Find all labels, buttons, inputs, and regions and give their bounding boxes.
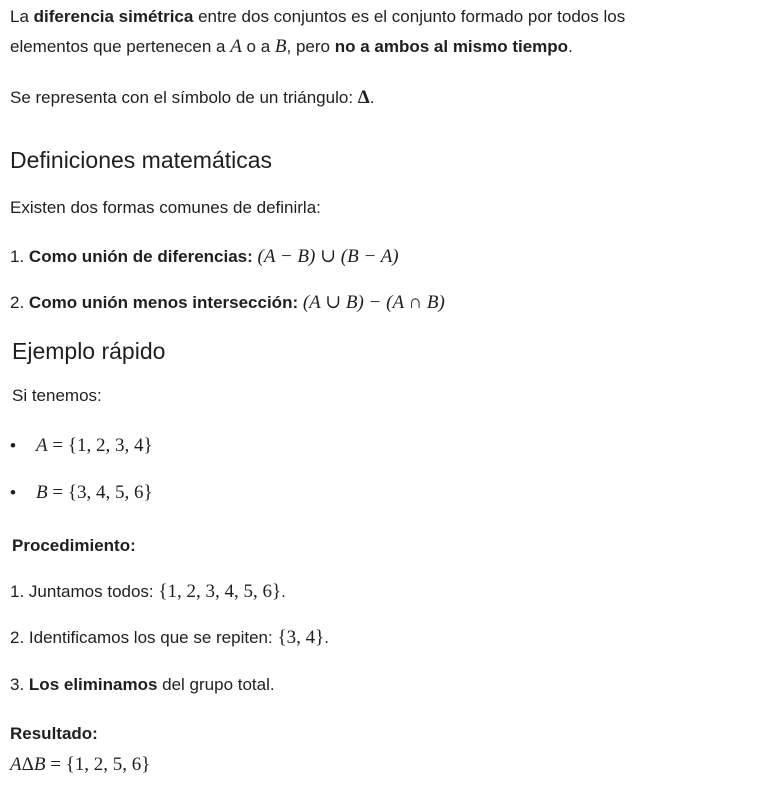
symbol-text: Se representa con el símbolo de un triángulo: — [10, 88, 358, 107]
intro-paragraph-line-2: elementos que pertenecen a A o a B, pero no a ambos al mismo tiempo. — [10, 36, 573, 57]
bullet: • — [10, 483, 16, 502]
definitions-intro: Existen dos formas comunes de definirla: — [10, 198, 321, 217]
example-intro: Si tenemos: — [12, 386, 102, 405]
example-heading: Ejemplo rápido — [12, 338, 166, 364]
term-bold: diferencia simétrica — [33, 7, 194, 26]
definitions-heading: Definiciones matemáticas — [10, 147, 273, 173]
set-b-symbol: B — [33, 754, 46, 775]
set-a-symbol: A — [10, 754, 22, 775]
set-b-symbol: B — [274, 36, 287, 57]
procedure-heading: Procedimiento: — [12, 536, 136, 555]
result-heading: Resultado: — [10, 724, 98, 743]
result-value: = {1, 2, 5, 6} — [45, 754, 151, 775]
procedure-step-2: 2. Identificamos los que se repiten: {3, 4}. — [10, 627, 329, 648]
step-math: {1, 2, 3, 4, 5, 6} — [158, 581, 282, 602]
step-math: {3, 4} — [277, 627, 325, 648]
set-a-value: = {1, 2, 3, 4} — [47, 435, 153, 456]
intro-text: elementos que pertenecen a — [10, 37, 231, 56]
emphasis-bold: no a ambos al mismo tiempo — [334, 37, 569, 56]
intro-text: , pero — [286, 37, 335, 56]
procedure-step-3: 3. Los eliminamos del grupo total. — [10, 675, 275, 694]
step-bold: Los eliminamos — [28, 675, 158, 694]
procedure-step-1: 1. Juntamos todos: {1, 2, 3, 4, 5, 6}. — [10, 581, 286, 602]
set-b-value: = {3, 4, 5, 6} — [47, 482, 153, 503]
result-formula — [10, 752, 150, 778]
set-a-item — [10, 432, 153, 460]
symbol-paragraph: Se representa con el símbolo de un triángulo: Δ. — [10, 87, 375, 108]
intro-text: La — [10, 7, 34, 26]
definition-item-1: 1. Como unión de diferencias: (A − B) ∪ (B − A) — [10, 246, 399, 267]
set-b-symbol: B — [36, 482, 48, 503]
definition-label: Como unión menos intersección: — [28, 293, 299, 312]
intro-text: entre dos conjuntos es el conjunto formado por todos los — [193, 7, 626, 26]
intro-paragraph-line-1 — [10, 3, 625, 31]
bullet: • — [10, 436, 16, 455]
delta-symbol: Δ — [357, 87, 370, 108]
intro-text: o a — [241, 37, 275, 56]
definition-formula: (A ∪ B) − (A ∩ B) — [302, 292, 445, 313]
delta-symbol: Δ — [21, 754, 34, 775]
definition-label: Como unión de diferencias: — [28, 247, 253, 266]
set-a-symbol: A — [36, 435, 48, 456]
definition-formula: (A − B) ∪ (B − A) — [257, 246, 399, 267]
set-a-symbol: A — [230, 36, 242, 57]
set-b-item — [10, 479, 153, 507]
definition-item-2: 2. Como unión menos intersección: (A ∪ B) − (A ∩ B) — [10, 292, 445, 313]
